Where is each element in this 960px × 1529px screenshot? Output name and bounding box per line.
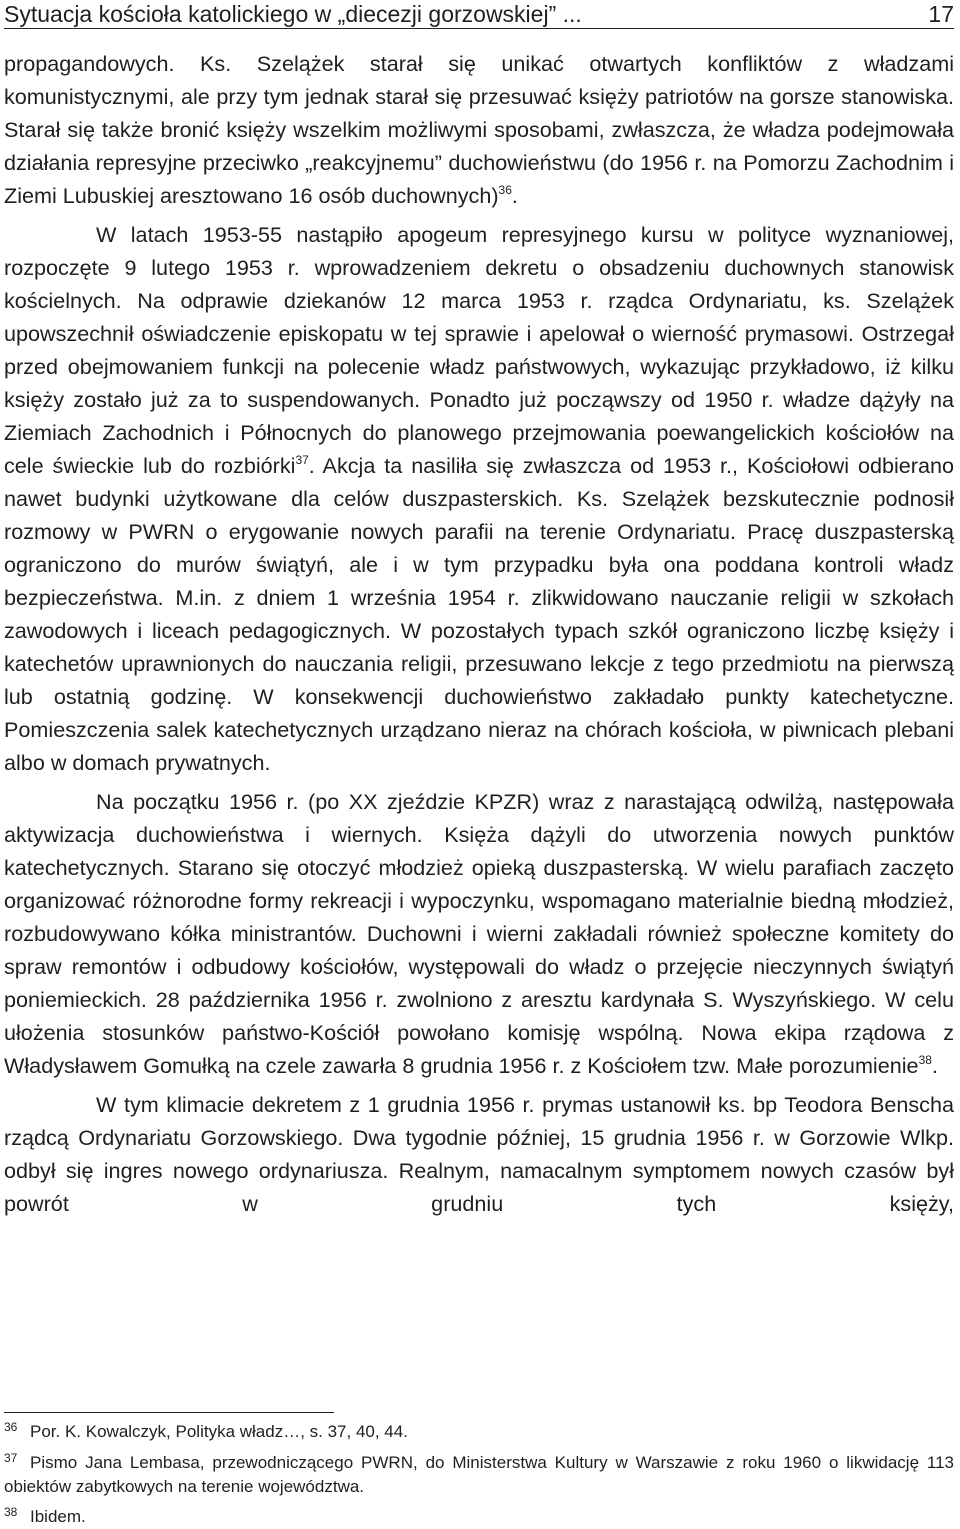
body-text [4,47,954,1220]
running-header-title: Sytuacja kościoła katolickiego w „diecezji gorzowskiej” ... [4,1,582,27]
footnote-ref: 36 [498,183,512,197]
footnote [4,1451,954,1499]
footnote-text: Ibidem. [30,1507,86,1526]
footnote [4,1505,954,1529]
footnote-number: 36 [4,1420,18,1434]
footnote-number: 37 [4,1451,18,1465]
footnotes [4,1420,954,1529]
footnote-ref: 38 [918,1053,932,1067]
footnote-separator [4,1412,334,1413]
footnote-text: Por. K. Kowalczyk, Polityka władz…, s. 37, 40, 44. [30,1422,408,1441]
page-number: 17 [928,1,954,27]
paragraph: W tym klimacie dekretem z 1 grudnia 1956 r. prymas ustanowił ks. bp Teodora Benscha rządcą Ordynariatu Gorzowskiego. Dwa tygodnie później, 15 grudnia 1956 r. w Gorzowie Wlkp. odbył się ingres nowego ordynariusza. Realnym, namacalnym symptomem nowych czasów był powrót w grudniu tych księży, [4,1092,954,1216]
footnote [4,1420,954,1444]
footnote-ref: 37 [295,453,309,467]
footnote-number: 38 [4,1505,18,1519]
paragraph: propagandowych. Ks. Szelążek starał się unikać otwartych konfliktów z władzami komunistycznymi, ale przy tym jednak starał się przesuwać księży patriotów na gorsze stanowiska. Starał się także bronić księży wszelkim możliwymi sposobami, zwłaszcza, że władza podejmowała działania represyjne przeciwko „reakcyjnemu” duchowieństwu (do 1956 r. na Pomorzu Zachodnim i Ziemi Lubuskiej aresztowano 16 osób duchownych)$^{36}$. [4,51,954,208]
footnote-text: Pismo Jana Lembasa, przewodniczącego PWRN, do Ministerstwa Kultury w Warszawie z roku 1960 o likwidację 113 obiektów zabytkowych na terenie województwa. [4,1453,954,1496]
paragraph: W latach 1953-55 nastąpiło apogeum represyjnego kursu w polityce wyznaniowej, rozpoczęte 9 lutego 1953 r. wprowadzeniem dekretu o obsadzeniu duchownych stanowisk kościelnych. Na odprawie dziekanów 12 marca 1953 r. rządca Ordynariatu, ks. Szelążek upowszechnił oświadczenie episkopatu w tej sprawie i apelował o wierność prymasowi. Ostrzegał przed obejmowaniem funkcji na polecenie władz państwowych, wykazując przykładowo, iż kilku księży zostało już za to suspendowanych. Ponadto już począwszy od 1950 r. władze dążyły na Ziemiach Zachodnich i Północnych do planowego przejmowania poewangelickich kościołów na cele świeckie lub do rozbiórki$^{37}$. Akcja ta nasiliła się zwłaszcza od 1953 r., Kościołowi odbierano nawet budynki użytkowane dla celów duszpasterskich. Ks. Szelążek bezskutecznie podnosił rozmowy w PWRN o erygowanie nowych parafii na terenie Ordynariatu. Pracę duszpasterską ograniczono do murów świątyń, ale i w tym przypadku była ona poddana kontroli władz bezpieczeństwa. M.in. z dniem 1 września 1954 r. zlikwidowano nauczanie religii w szkołach zawodowych i liceach pedagogicznych. W pozostałych typach szkół ograniczono liczbę księży i katechetów uprawnionych do nauczania religii, przesuwano lekcje z tego przedmiotu na pierwszą lub ostatnią godzinę. W konsekwencji duchowieństwo zakładało punkty katechetyczne. Pomieszczenia salek katechetycznych urządzano nieraz na chórach kościoła, w piwnicach plebani albo w domach prywatnych. [4,222,954,775]
running-header [4,0,954,29]
paragraph: Na początku 1956 r. (po XX zjeździe KPZR) wraz z narastającą odwilżą, następowała aktywizacja duchowieństwa i wiernych. Księża dążyli do utworzenia nowych punktów katechetycznych. Starano się otoczyć młodzież opieką duszpasterską. W wielu parafiach zaczęto organizować różnorodne formy rekreacji i wypoczynku, wspomagano materialnie biedną młodzież, rozbudowywano kółka ministrantów. Duchowni i wierni zakładali również społeczne komitety do spraw remontów i odbudowy kościołów, występowali do władz o przejęcie nieczynnych świątyń poniemieckich. 28 października 1956 r. zwolniono z aresztu kardynała S. Wyszyńskiego. W celu ułożenia stosunków państwo-Kościół powołano komisję wspólną. Nowa ekipa rządowa z Władysławem Gomułką na czele zawarła 8 grudnia 1956 r. z Kościołem tzw. Małe porozumienie$^{38}$. [4,789,954,1078]
